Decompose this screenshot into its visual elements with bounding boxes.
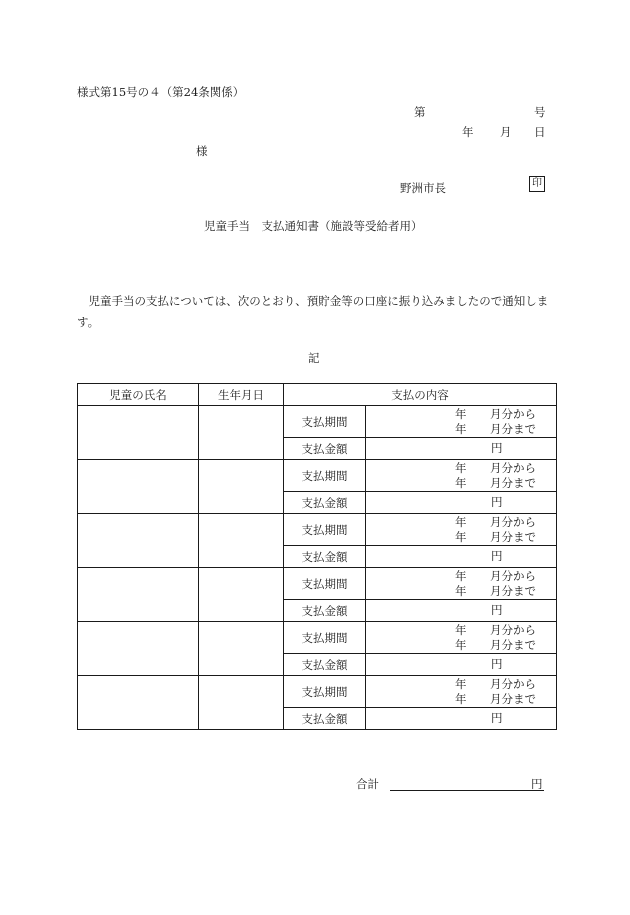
- amount-yen: 円: [491, 495, 503, 509]
- amount-label: 支払金額: [284, 438, 366, 460]
- number-suffix: 号: [534, 105, 546, 119]
- period-value: [366, 406, 557, 438]
- birthdate-cell: [199, 460, 284, 514]
- from-month: 月分から: [490, 460, 536, 475]
- ki-mark: 記: [308, 351, 320, 365]
- amount-yen: 円: [491, 603, 503, 617]
- header-payment-content: 支払の内容: [284, 384, 557, 406]
- sender-name: 野洲市長: [400, 181, 446, 195]
- amount-label: 支払金額: [284, 654, 366, 676]
- header-child-name: 児童の氏名: [78, 384, 199, 406]
- to-year: 年: [455, 583, 467, 598]
- period-label: 支払期間: [284, 460, 366, 492]
- birthdate-cell: [199, 514, 284, 568]
- from-year: 年: [455, 568, 467, 583]
- amount-yen: 円: [491, 549, 503, 563]
- total-yen: 円: [531, 777, 543, 791]
- to-month: 月分まで: [490, 637, 536, 652]
- total-label: 合計: [356, 777, 379, 791]
- birthdate-cell: [199, 568, 284, 622]
- to-month: 月分まで: [490, 421, 536, 436]
- period-label: 支払期間: [284, 676, 366, 708]
- period-value: [366, 622, 557, 654]
- amount-label: 支払金額: [284, 492, 366, 514]
- table-row: [78, 460, 557, 492]
- table-row: [78, 406, 557, 438]
- period-label: 支払期間: [284, 514, 366, 546]
- from-year: 年: [455, 406, 467, 421]
- from-year: 年: [455, 460, 467, 475]
- date-month: 月: [500, 125, 512, 139]
- to-year: 年: [455, 637, 467, 652]
- child-name-cell: [78, 676, 199, 730]
- birthdate-cell: [199, 406, 284, 460]
- total-underline: [390, 790, 544, 791]
- from-month: 月分から: [490, 676, 536, 691]
- child-name-cell: [78, 514, 199, 568]
- form-id: 様式第15号の４（第24条関係）: [77, 85, 245, 99]
- from-year: 年: [455, 676, 467, 691]
- period-value: [366, 514, 557, 546]
- amount-label: 支払金額: [284, 600, 366, 622]
- table-header-row: [78, 384, 557, 406]
- seal-mark: 印: [529, 176, 545, 192]
- from-year: 年: [455, 622, 467, 637]
- birthdate-cell: [199, 622, 284, 676]
- to-month: 月分まで: [490, 475, 536, 490]
- table-row: [78, 622, 557, 654]
- to-year: 年: [455, 475, 467, 490]
- period-label: 支払期間: [284, 406, 366, 438]
- number-prefix: 第: [414, 105, 426, 119]
- amount-value: [366, 438, 557, 460]
- period-label: 支払期間: [284, 568, 366, 600]
- document-title: 児童手当 支払通知書（施設等受給者用）: [204, 219, 423, 233]
- to-month: 月分まで: [490, 529, 536, 544]
- date-year: 年: [462, 125, 474, 139]
- amount-yen: 円: [491, 441, 503, 455]
- child-name-cell: [78, 460, 199, 514]
- from-month: 月分から: [490, 406, 536, 421]
- amount-value: [366, 546, 557, 568]
- period-label: 支払期間: [284, 622, 366, 654]
- to-year: 年: [455, 691, 467, 706]
- to-year: 年: [455, 529, 467, 544]
- amount-value: [366, 708, 557, 730]
- amount-label: 支払金額: [284, 546, 366, 568]
- amount-label: 支払金額: [284, 708, 366, 730]
- table-row: [78, 568, 557, 600]
- amount-value: [366, 492, 557, 514]
- amount-yen: 円: [491, 711, 503, 725]
- from-month: 月分から: [490, 568, 536, 583]
- to-year: 年: [455, 421, 467, 436]
- from-month: 月分から: [490, 622, 536, 637]
- from-year: 年: [455, 514, 467, 529]
- addressee-suffix: 様: [196, 144, 208, 158]
- header-birthdate: 生年月日: [199, 384, 284, 406]
- table-row: [78, 514, 557, 546]
- child-name-cell: [78, 622, 199, 676]
- body-text: 児童手当の支払については、次のとおり、預貯金等の口座に振り込みましたので通知します。: [77, 294, 549, 329]
- child-name-cell: [78, 406, 199, 460]
- period-value: [366, 460, 557, 492]
- child-name-cell: [78, 568, 199, 622]
- payment-table: [77, 383, 557, 730]
- birthdate-cell: [199, 676, 284, 730]
- amount-yen: 円: [491, 657, 503, 671]
- period-value: [366, 568, 557, 600]
- amount-value: [366, 654, 557, 676]
- period-value: [366, 676, 557, 708]
- to-month: 月分まで: [490, 691, 536, 706]
- date-day: 日: [534, 125, 546, 139]
- from-month: 月分から: [490, 514, 536, 529]
- table-row: [78, 676, 557, 708]
- amount-value: [366, 600, 557, 622]
- to-month: 月分まで: [490, 583, 536, 598]
